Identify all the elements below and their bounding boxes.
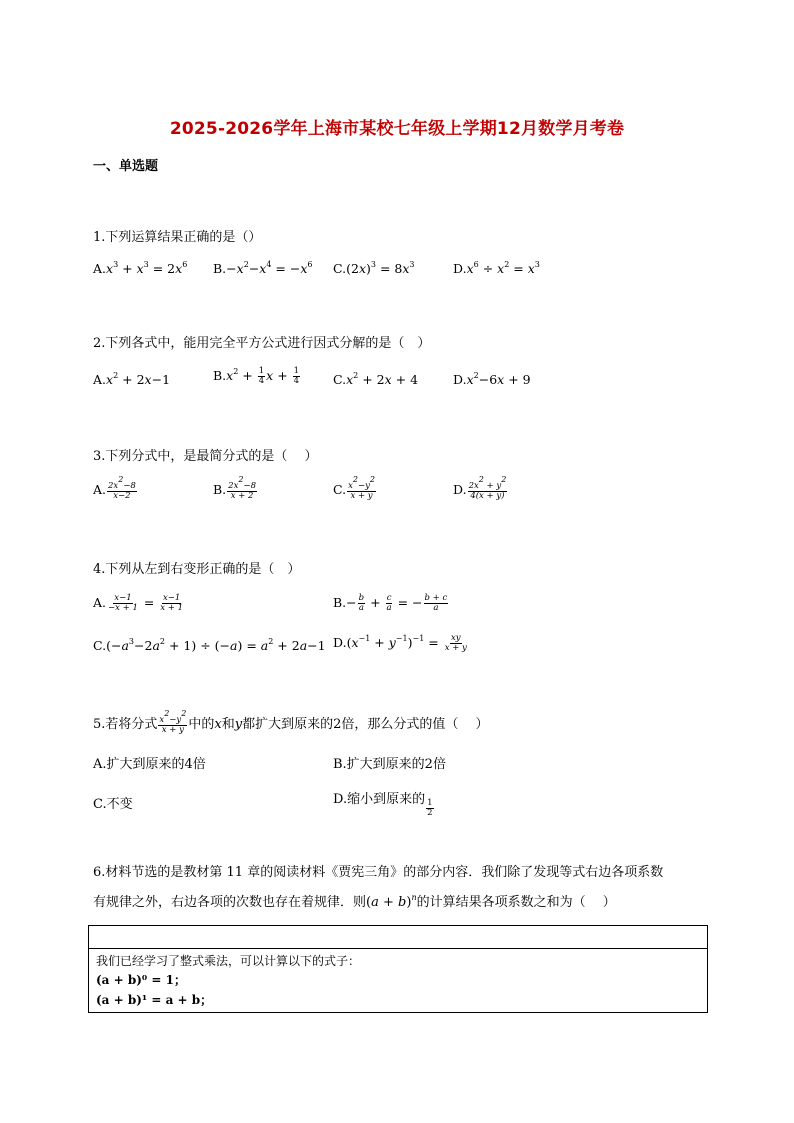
question-5-option-d: D.缩小到原来的 $\frac{1}{2}$ <box>333 792 433 818</box>
question-3-option-b: B. $\frac{2x^2-8}{x + 2}$ <box>213 475 256 501</box>
option-letter: C. <box>333 372 347 387</box>
material-line-2: (a + b)⁰ = 1； <box>96 973 186 987</box>
material-line-3: (a + b)¹ = a + b； <box>96 993 213 1007</box>
option-text: D.缩小到原来的 <box>333 792 426 807</box>
stem-text: 和 <box>221 717 235 732</box>
option-letter: A. <box>93 261 107 276</box>
question-2-option-d: $D.x^2-6x + 9$ <box>453 371 531 387</box>
reading-material-table <box>88 925 708 1013</box>
question-5-option-a: A.扩大到原来的4倍 <box>93 757 206 772</box>
option-letter: D. <box>333 634 347 650</box>
option-letter: B. <box>213 261 227 276</box>
question-1-option-b: $B.-x^2-x^4 = -x^6$ <box>213 260 313 276</box>
question-1-option-c: $C.(2x)^3 = 8x^3$ <box>333 260 415 276</box>
variable-y: y <box>234 717 243 732</box>
stem-line-1: 6.材料节选的是教材第 11 章的阅读材料《贾宪三角》的部分内容．我们除了发现等式右边各项系数 <box>93 865 664 880</box>
question-4-option-c: $C.(-a^3-2a^2 + 1) \div (-a) = a^2 + 2a-1$ <box>93 637 326 653</box>
option-letter: D. <box>453 261 467 276</box>
stem-text: 都扩大到原来的2倍，那么分式的值（ ） <box>242 717 489 732</box>
option-letter: B. <box>213 481 227 497</box>
option-letter: A. <box>93 481 107 497</box>
option-letter: C. <box>333 481 347 497</box>
table-header-row <box>89 926 707 949</box>
option-letter: D. <box>453 372 467 387</box>
option-letter: B. <box>213 367 227 383</box>
question-5-stem: 5.若将分式 $\frac{x^2-y^2}{x + y}$ 中的x和y都扩大到原来的2倍，那么分式的值（ ） <box>93 709 489 735</box>
question-4-option-d: $D.(x^{-1} + y^{-1})^{-1}$ = $\frac{xy}{x + y}$ <box>333 633 467 653</box>
option-letter: C. <box>93 638 107 653</box>
option-letter: D. <box>453 481 467 497</box>
variable-x: x <box>214 717 222 732</box>
stem-text: 5.若将分式 <box>93 717 158 732</box>
question-3-stem: 3.下列分式中，是最简分式的是（ ） <box>93 449 318 464</box>
material-line-1: 我们已经学习了整式乘法，可以计算以下的式子： <box>96 954 361 968</box>
stem-text: 中的 <box>188 717 215 732</box>
question-4-option-a: A. $\frac{x-1}{-x + 1}$ = $\frac{x-1}{x + 1}$ <box>93 593 184 613</box>
question-5-option-c: C.不变 <box>93 797 133 812</box>
question-1-option-a: $A.x^3 + x^3 = 2x^6$ <box>93 260 188 276</box>
question-2-option-a: $A.x^2 + 2x-1$ <box>93 371 171 387</box>
question-4-option-b: B.− $\frac{b}{a}$ + $\frac{c}{a}$ = − $\frac{b + c}{a}$ <box>333 593 448 613</box>
exam-title: 2025-2026学年上海市某校七年级上学期12月数学月考卷 <box>169 119 625 139</box>
question-6-stem <box>93 858 713 918</box>
question-1-option-d: $D.x^6 \div x^2 = x^3$ <box>453 260 540 276</box>
option-letter: A. <box>93 594 107 610</box>
stem-text: 有规律之外，右边各项的次数也存在着规律．则 <box>93 895 367 910</box>
option-letter: A. <box>93 372 107 387</box>
question-5-option-b: B.扩大到原来的2倍 <box>333 757 446 772</box>
question-4-stem: 4.下列从左到右变形正确的是（ ） <box>93 562 301 577</box>
question-3-option-d: D. $\frac{2x^2 + y^2}{4(x + y)}$ <box>453 475 507 501</box>
option-letter: C. <box>333 261 347 276</box>
section-heading: 一、单选题 <box>93 159 159 174</box>
question-1-stem: 1.下列运算结果正确的是（） <box>93 230 262 245</box>
question-2-stem: 2.下列各式中，能用完全平方公式进行因式分解的是（ ） <box>93 336 431 351</box>
question-2-option-c: $C.x^2 + 2x + 4$ <box>333 371 419 387</box>
question-2-option-b: $B.x^2$ + $\frac{1}{4}$ x + $\frac{1}{4}$ <box>213 366 300 386</box>
question-3-option-a: A. $\frac{2x^2-8}{x-2}$ <box>93 475 136 501</box>
option-letter: B. <box>333 594 347 610</box>
stem-text: 的计算结果各项系数之和为（ ） <box>416 895 616 910</box>
question-3-option-c: C. $\frac{x^2-y^2}{x + y}$ <box>333 475 376 501</box>
stem-line-2: 有规律之外，右边各项的次数也存在着规律．则$(a + b)^n$的计算结果各项系数之和为（ ） <box>93 893 616 910</box>
